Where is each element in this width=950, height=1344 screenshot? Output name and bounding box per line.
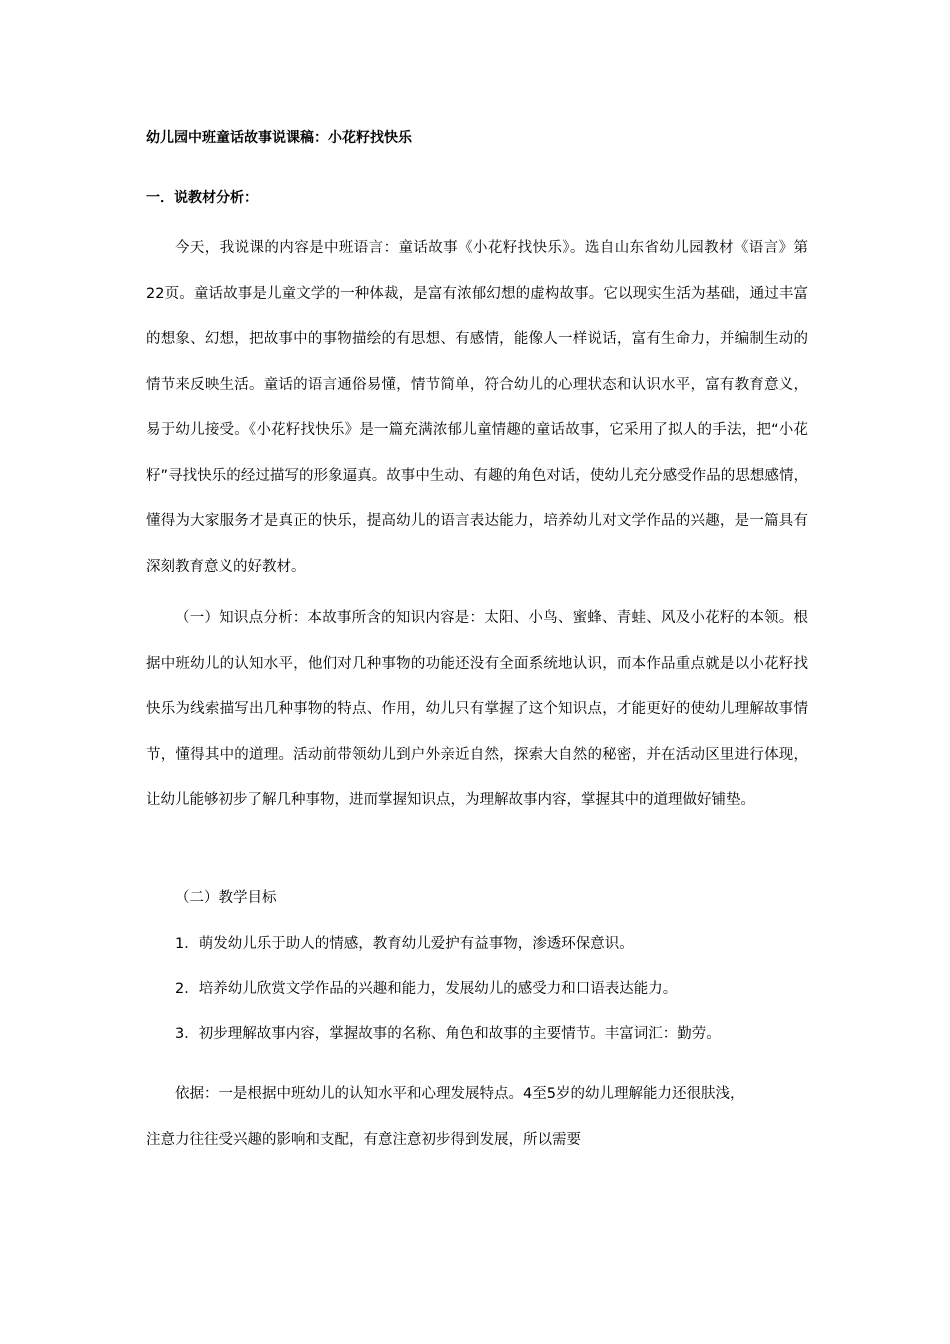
goal-item: 2．培养幼儿欣赏文学作品的兴趣和能力，发展幼儿的感受力和口语表达能力。 [175, 981, 678, 997]
goal-item: 1．萌发幼儿乐于助人的情感，教育幼儿爱护有益事物，渗透环保意识。 [175, 936, 634, 952]
document-title: 幼儿园中班童话故事说课稿：小花籽找快乐 [146, 130, 412, 146]
paragraph-knowledge-analysis: （一）知识点分析：本故事所含的知识内容是：太阳、小鸟、蜜蜂、青蛙、风及小花籽的本领。根据中班幼儿的认知水平，他们对几种事物的功能还没有全面系统地认识，而本作品重点就是以小花籽找快乐为线索描写出几种事物的特点、作用，幼儿只有掌握了这个知识点，才能更好的使幼儿理解故事情节，懂得其中的道理。活动前带领幼儿到户外亲近自然，探索大自然的秘密，并在活动区里进行体现，让幼儿能够初步了解几种事物，进而掌握知识点，为理解故事内容，掌握其中的道理做好铺垫。 [146, 610, 808, 808]
paragraph-textbook-analysis: 今天，我说课的内容是中班语言：童话故事《小花籽找快乐》。选自山东省幼儿园教材《语言》第22页。童话故事是儿童文学的一种体裁，是富有浓郁幻想的虚构故事。它以现实生活为基础，通过丰富的想象、幻想，把故事中的事物描绘的有思想、有感情，能像人一样说话，富有生命力，并编制生动的情节来反映生活。童话的语言通俗易懂，情节简单，符合幼儿的心理状态和认识水平，富有教育意义，易于幼儿接受。《小花籽找快乐》是一篇充满浓郁儿童情趣的童话故事，它采用了拟人的手法，把“小花籽”寻找快乐的经过描写的形象逼真。故事中生动、有趣的角色对话，使幼儿充分感受作品的思想感情，懂得为大家服务才是真正的快乐，提高幼儿的语言表达能力，培养幼儿对文学作品的兴趣，是一篇具有深刻教育意义的好教材。 [146, 240, 808, 575]
section-heading: 一．说教材分析： [146, 190, 258, 206]
teaching-goals-heading: （二）教学目标 [175, 890, 277, 906]
basis-line: 注意力往往受兴趣的影响和支配，有意注意初步得到发展，所以需要 [146, 1132, 581, 1148]
basis-line: 依据：一是根据中班幼儿的认知水平和心理发展特点。4至5岁的幼儿理解能力还很肤浅， [175, 1086, 745, 1102]
goal-item: 3．初步理解故事内容，掌握故事的名称、角色和故事的主要情节。丰富词汇：勤劳。 [175, 1026, 721, 1042]
